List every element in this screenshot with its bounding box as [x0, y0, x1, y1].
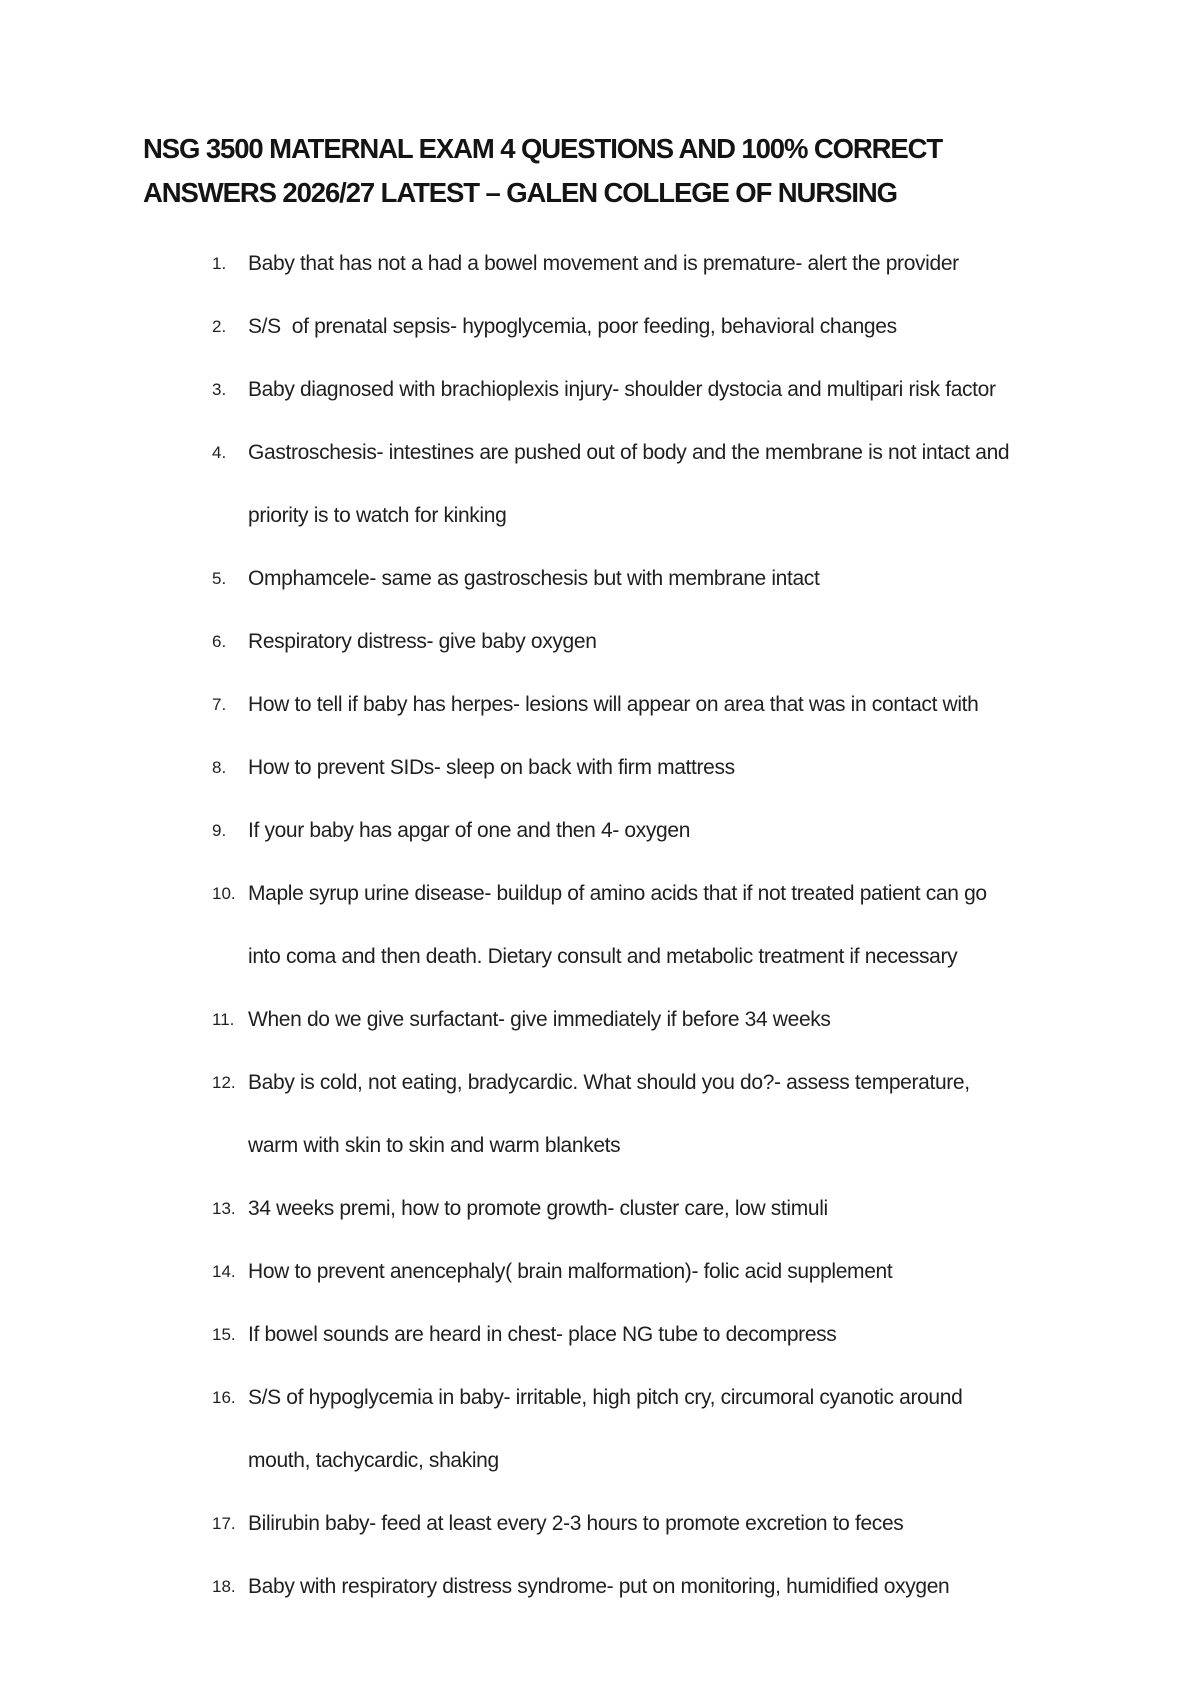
list-item: [212, 358, 1112, 421]
list-item-number: 8.: [212, 758, 227, 777]
list-item-text: priority is to watch for kinking: [248, 504, 507, 527]
list-item-text: When do we give surfactant- give immediately if before 34 weeks: [248, 1008, 831, 1031]
list-item-text: mouth, tachycardic, shaking: [248, 1449, 499, 1472]
list-item: [212, 1303, 1112, 1366]
list-item-text: Baby diagnosed with brachioplexis injury- shoulder dystocia and multipari risk factor: [248, 378, 996, 401]
list-item: [212, 1555, 1112, 1618]
list-item: [212, 673, 1112, 736]
list-item-text: Maple syrup urine disease- buildup of amino acids that if not treated patient can go: [248, 882, 987, 905]
list-item-number: 14.: [212, 1262, 236, 1281]
list-item-text: Bilirubin baby- feed at least every 2-3 hours to promote excretion to feces: [248, 1512, 904, 1535]
list-item-number: 5.: [212, 569, 227, 588]
list-item-text: S/S of prenatal sepsis- hypoglycemia, poor feeding, behavioral changes: [248, 315, 897, 338]
list-item-text: 34 weeks premi, how to promote growth- cluster care, low stimuli: [248, 1197, 828, 1220]
list-item-text: S/S of hypoglycemia in baby- irritable, high pitch cry, circumoral cyanotic around: [248, 1386, 963, 1409]
list-item-text: If your baby has apgar of one and then 4- oxygen: [248, 819, 691, 842]
list-item-number: 18.: [212, 1577, 236, 1596]
list-item: [212, 610, 1112, 673]
list-item-number: 12.: [212, 1073, 236, 1092]
document-title-line: ANSWERS 2026/27 LATEST – GALEN COLLEGE OF NURSING: [143, 177, 897, 208]
list-item: [212, 736, 1112, 799]
document-title-line: NSG 3500 MATERNAL EXAM 4 QUESTIONS AND 100% CORRECT: [143, 133, 943, 164]
list-item-text: Gastroschesis- intestines are pushed out of body and the membrane is not intact and: [248, 441, 1010, 464]
list-item: [212, 232, 1112, 295]
list-item-number: 11.: [212, 1010, 235, 1029]
list-item: [212, 862, 1112, 988]
list-item: [212, 547, 1112, 610]
list-item-text: Baby is cold, not eating, bradycardic. What should you do?- assess temperature,: [248, 1071, 970, 1094]
list-item-number: 2.: [212, 317, 227, 336]
list-item-number: 1.: [212, 254, 227, 273]
list-item: [212, 1366, 1112, 1492]
list-item: [212, 1240, 1112, 1303]
document-title: [143, 127, 1123, 215]
list-item-text: How to prevent anencephaly( brain malformation)- folic acid supplement: [248, 1260, 893, 1283]
list-item-text: How to prevent SIDs- sleep on back with firm mattress: [248, 756, 735, 779]
list-item: [212, 1492, 1112, 1555]
list-item: [212, 988, 1112, 1051]
list-item-text: How to tell if baby has herpes- lesions will appear on area that was in contact with: [248, 693, 979, 716]
list-item-number: 15.: [212, 1325, 236, 1344]
list-item-number: 4.: [212, 443, 227, 462]
list-item-number: 9.: [212, 821, 227, 840]
list-item-text: Baby that has not a had a bowel movement and is premature- alert the provider: [248, 252, 959, 275]
list-item-number: 17.: [212, 1514, 236, 1533]
list-item-text: If bowel sounds are heard in chest- place NG tube to decompress: [248, 1323, 837, 1346]
list-item-number: 13.: [212, 1199, 236, 1218]
list-item-text: Respiratory distress- give baby oxygen: [248, 630, 597, 653]
list-item-text: Baby with respiratory distress syndrome- put on monitoring, humidified oxygen: [248, 1575, 950, 1598]
list-item-number: 7.: [212, 695, 227, 714]
list-item-number: 16.: [212, 1388, 236, 1407]
list-item: [212, 295, 1112, 358]
list-item-number: 6.: [212, 632, 227, 651]
list-item-number: 10.: [212, 884, 236, 903]
list-item-number: 3.: [212, 380, 227, 399]
list-item: [212, 421, 1112, 547]
list-item: [212, 1051, 1112, 1177]
list-item: [212, 799, 1112, 862]
list-item-text: Omphamcele- same as gastroschesis but with membrane intact: [248, 567, 820, 590]
list-item-text: into coma and then death. Dietary consult and metabolic treatment if necessary: [248, 945, 958, 968]
list-item: [212, 1177, 1112, 1240]
list-item-text: warm with skin to skin and warm blankets: [248, 1134, 621, 1157]
